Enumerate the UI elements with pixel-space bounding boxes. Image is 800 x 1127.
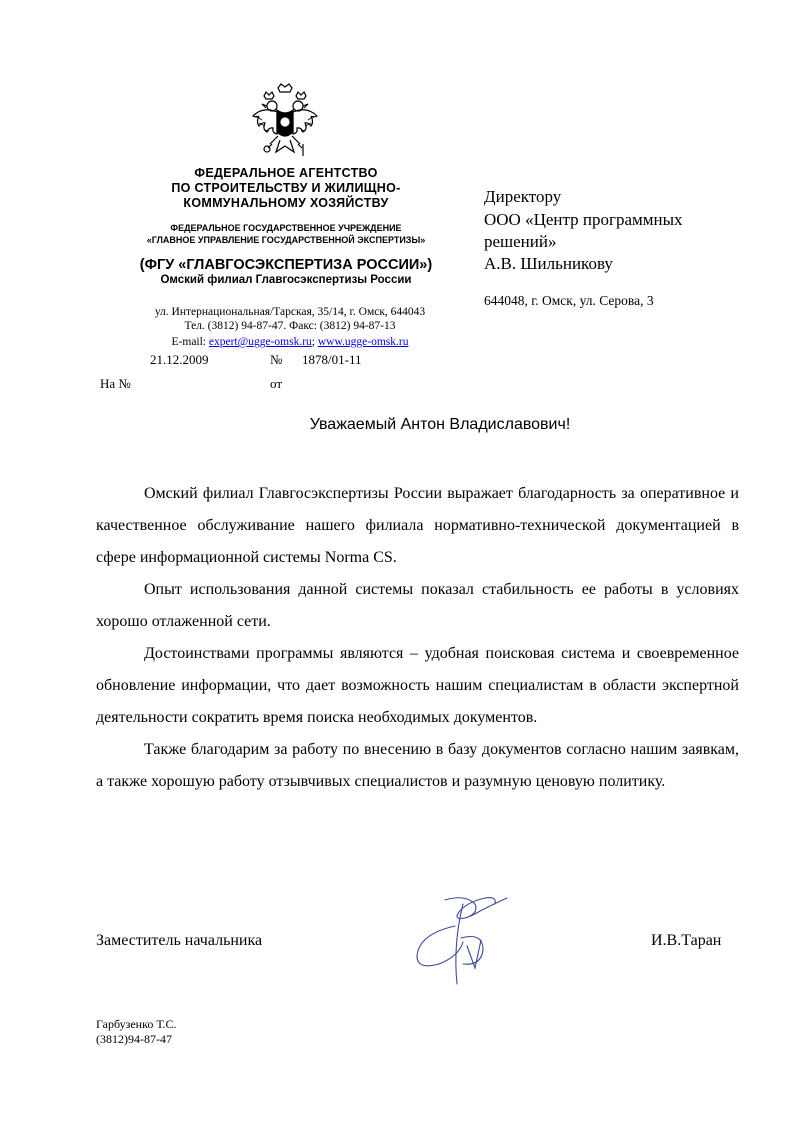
recipient-address: 644048, г. Омск, ул. Серова, 3	[484, 293, 654, 308]
executor-name: Гарбузенко Т.С.	[96, 1017, 177, 1031]
body-paragraph: Опыт использования данной системы показал стабильность ее работы в условиях хорошо отлаженной сети.	[96, 581, 739, 630]
contacts-separator: ;	[311, 336, 318, 348]
body-paragraph: Омский филиал Главгосэкспертизы России выражает благодарность за оперативное и качественное обслуживание нашего филиала нормативно-технической документацией в сфере информационной системы Norma CS.	[96, 485, 739, 566]
website-link[interactable]: www.ugge-omsk.ru	[317, 336, 409, 348]
salutation: Уважаемый Антон Владиславович!	[309, 416, 571, 433]
reply-number-label: На №	[100, 376, 131, 391]
signatory-title: Заместитель начальника	[96, 932, 263, 949]
outgoing-date: 21.12.2009	[150, 352, 209, 367]
body-paragraph: Также благодарим за работу по внесению в базу документов согласно нашим заявкам, а также хорошую работу отзывчивых специалистов и разумную ценовую политику.	[96, 741, 739, 790]
agency-name-line-3: КОММУНАЛЬНОМУ ХОЗЯЙСТВУ	[183, 196, 389, 210]
recipient-company-line-1: ООО «Центр программных	[484, 210, 683, 229]
sender-address: ул. Интернациональная/Тарская, 35/14, г. Омск, 644043	[154, 306, 426, 318]
recipient-name: А.В. Шильникову	[484, 254, 613, 273]
institution-name-line-1: ФЕДЕРАЛЬНОЕ ГОСУДАРСТВЕННОЕ УЧРЕЖДЕНИЕ	[170, 223, 402, 233]
executor-phone: (3812)94-87-47	[96, 1032, 172, 1046]
organization-short-name: (ФГУ «ГЛАВГОСЭКСПЕРТИЗА РОССИИ»)	[139, 257, 433, 273]
body-paragraph: Достоинствами программы являются – удобная поисковая система и своевременное обновление информации, что дает возможность нашим специалистам в области экспертной деятельности сократить время поиска необходимых документов.	[96, 645, 739, 726]
reply-date-label: от	[270, 376, 283, 391]
recipient-company-line-2: решений»	[484, 232, 557, 251]
double-headed-eagle-emblem-icon	[250, 82, 320, 160]
handwritten-signature-icon	[405, 886, 525, 996]
outgoing-number: 1878/01-11	[302, 352, 362, 367]
sender-contacts	[110, 336, 470, 348]
email-link[interactable]: expert@ugge-omsk.ru	[208, 336, 312, 348]
outgoing-number-sign: №	[270, 352, 283, 367]
signatory-name: И.В.Таран	[651, 932, 722, 949]
email-label: E-mail:	[171, 336, 209, 348]
institution-name-line-2: «ГЛАВНОЕ УПРАВЛЕНИЕ ГОСУДАРСТВЕННОЙ ЭКСПЕРТИЗЫ»	[146, 235, 426, 245]
agency-name-line-1: ФЕДЕРАЛЬНОЕ АГЕНТСТВО	[194, 166, 378, 180]
agency-name-line-2: ПО СТРОИТЕЛЬСТВУ И ЖИЛИЩНО-	[171, 181, 401, 195]
branch-name: Омский филиал Главгосэкспертизы России	[160, 274, 412, 286]
sender-phone-fax: Тел. (3812) 94-87-47. Факс: (3812) 94-87-13	[184, 320, 396, 332]
letter-body	[96, 478, 739, 798]
recipient-position: Директору	[484, 187, 562, 206]
